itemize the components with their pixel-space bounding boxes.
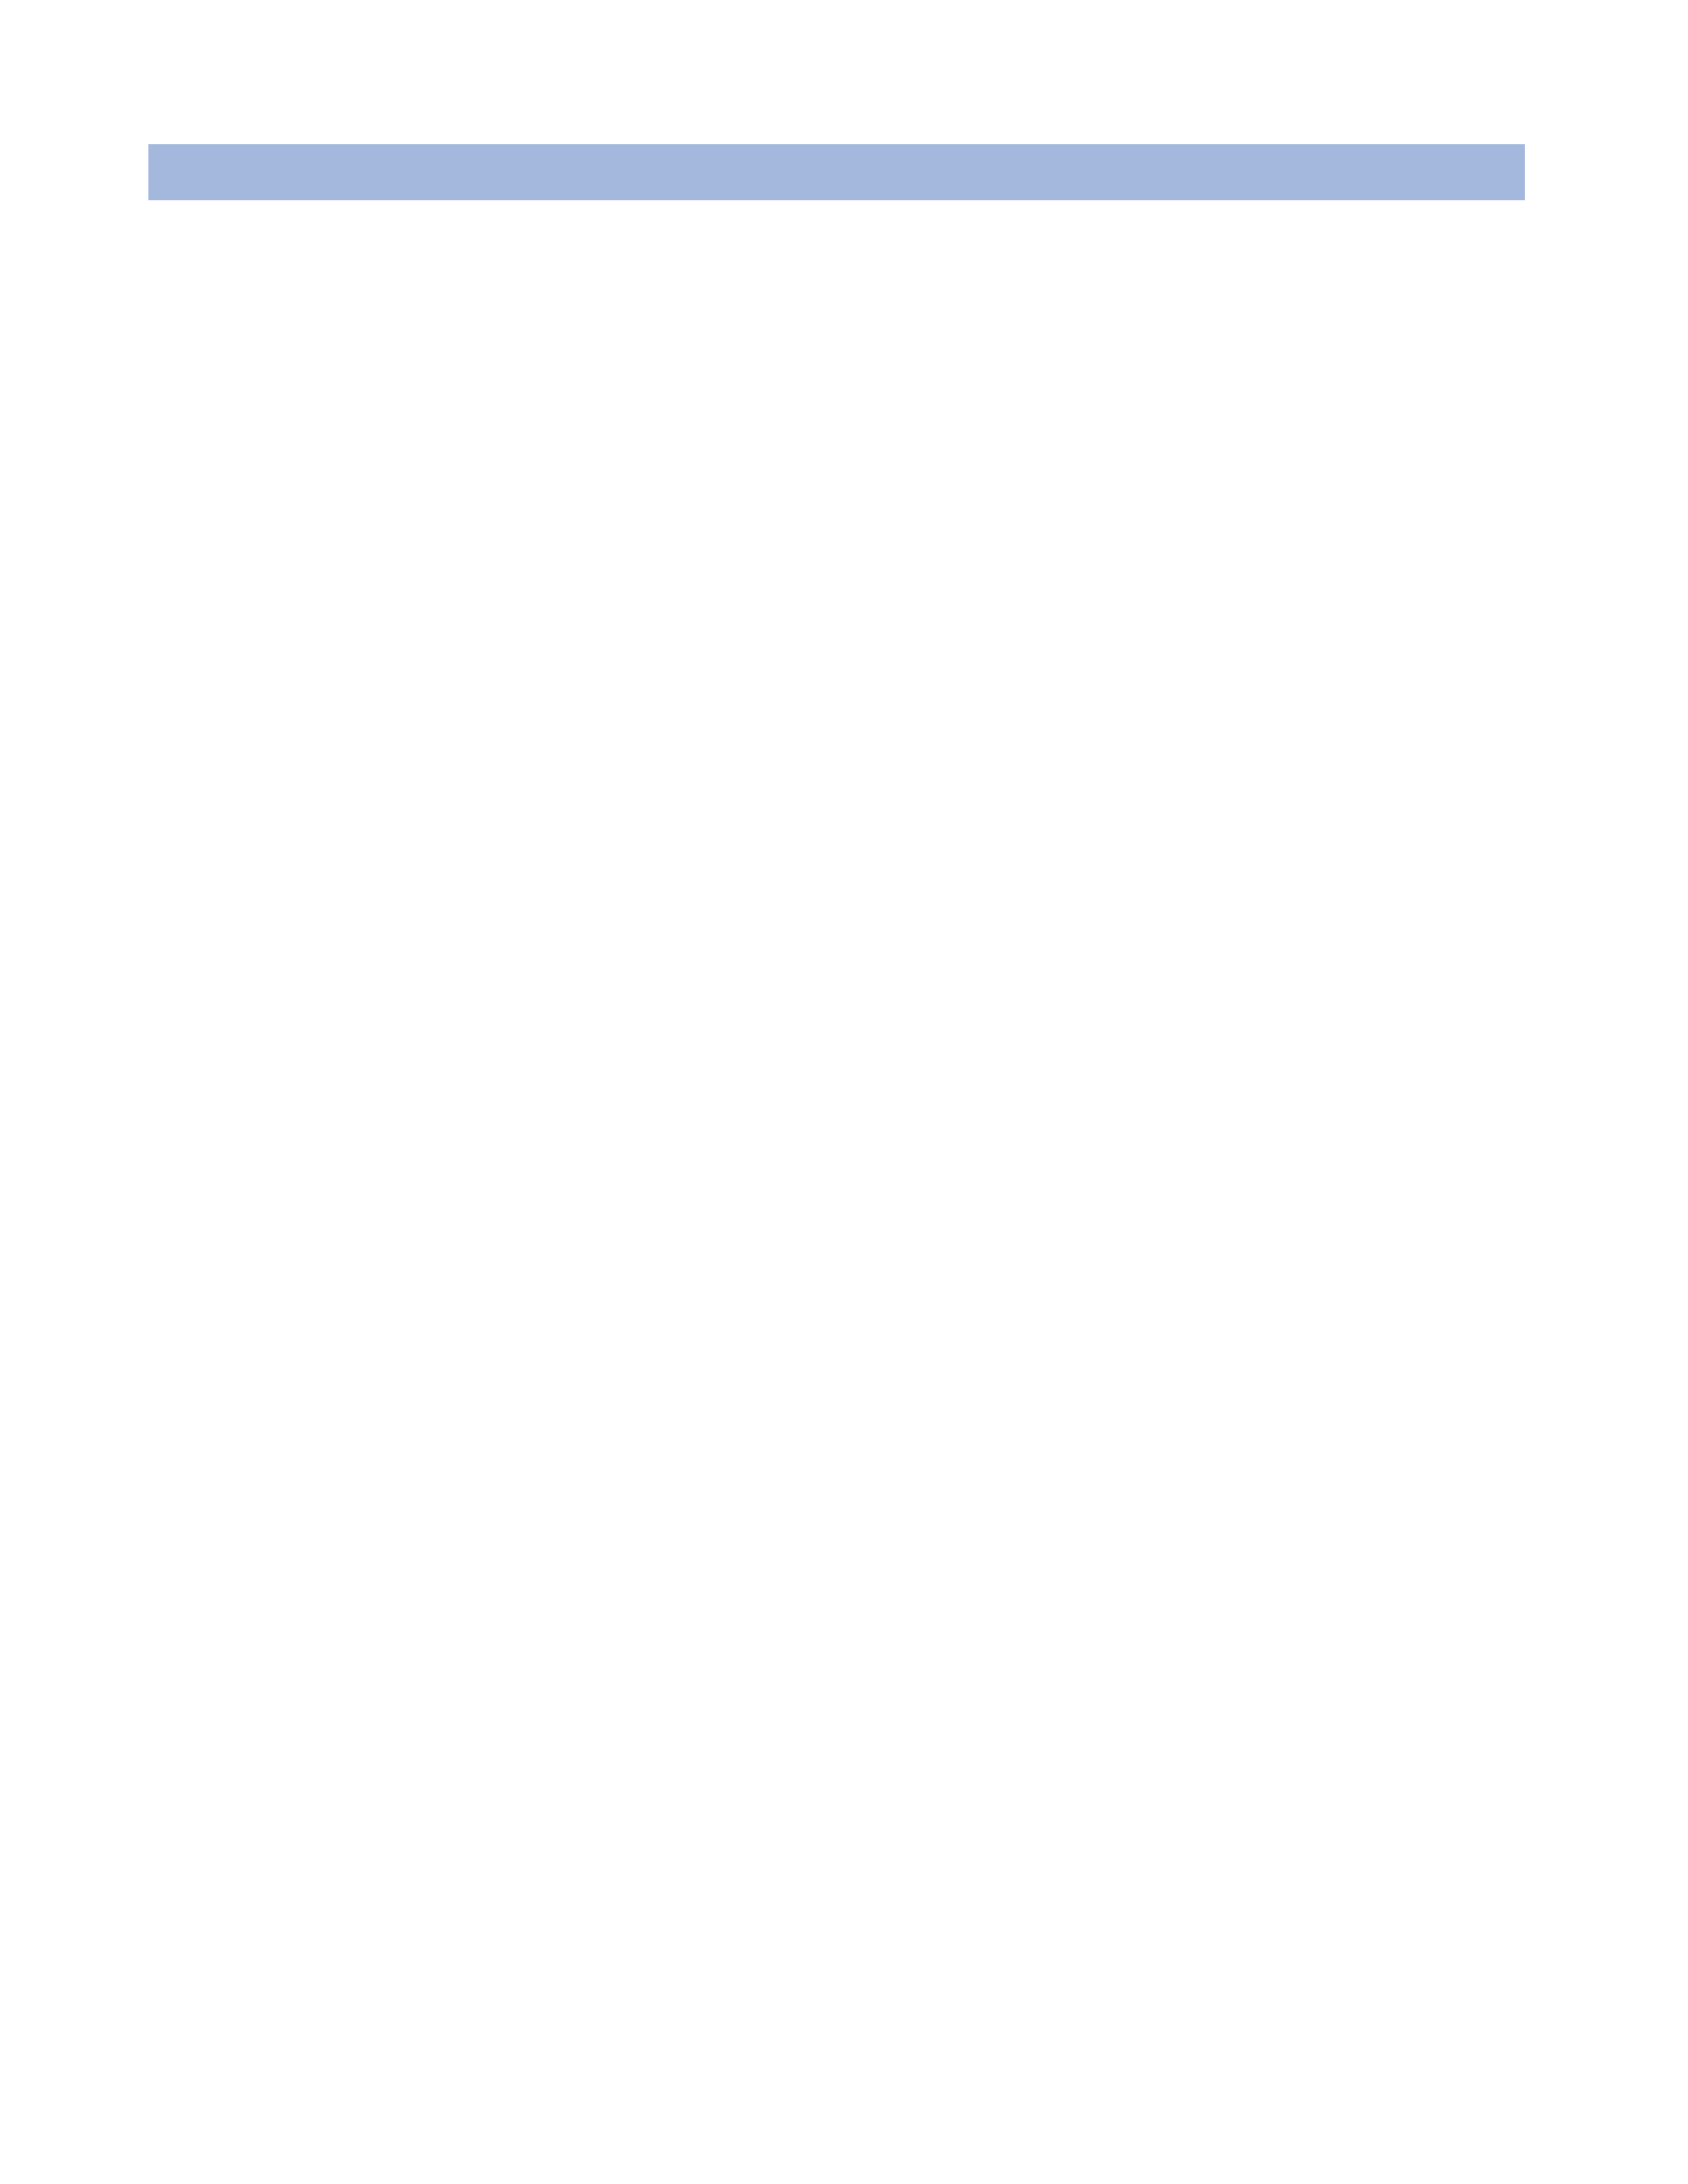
appendices-heading [148,343,1525,374]
table-of-contents [148,231,1525,387]
guidelines-heading [148,269,1525,300]
title-bar [148,144,1525,200]
